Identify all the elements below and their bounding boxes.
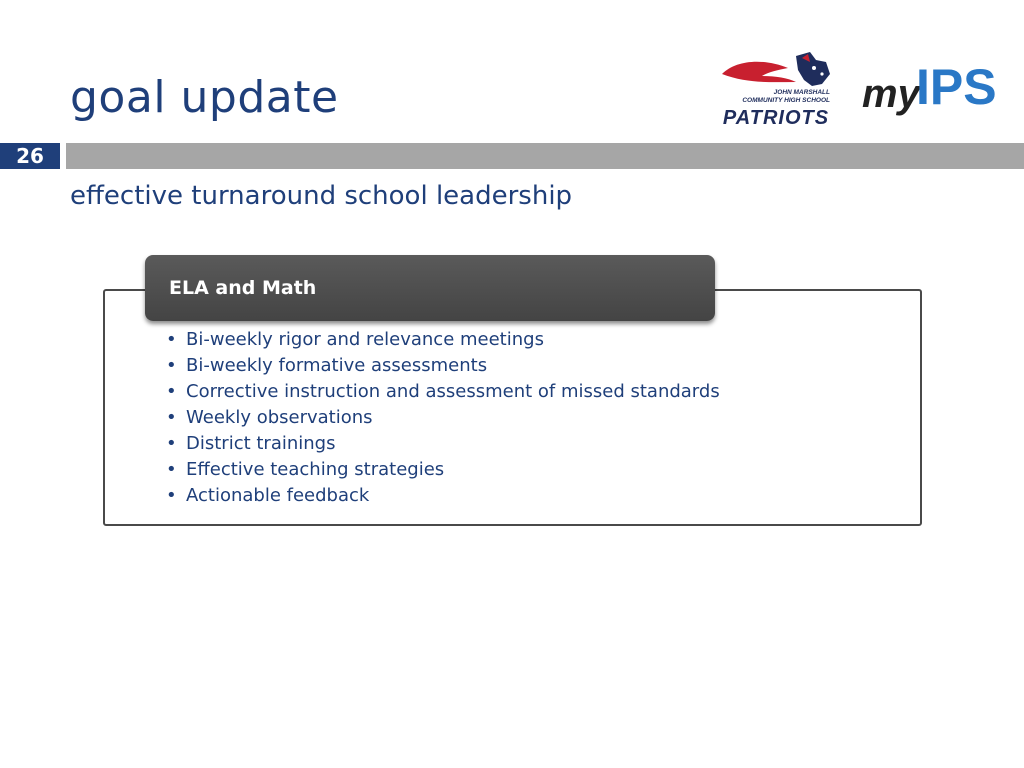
bullet-list: [166, 327, 720, 509]
bullet-item: [166, 431, 720, 457]
bullet-icon: •: [166, 485, 177, 506]
myips-logo: [860, 52, 1005, 127]
patriots-logo: [718, 50, 833, 130]
section-header: ELA and Math: [145, 255, 715, 321]
bullet-text: Actionable feedback: [186, 485, 370, 506]
bullet-text: Bi-weekly formative assessments: [186, 355, 488, 376]
myips-prefix: my: [862, 72, 920, 116]
patriots-line3: PATRIOTS: [722, 107, 830, 129]
bullet-text: Weekly observations: [186, 407, 373, 428]
slide-title: goal update: [70, 72, 339, 123]
myips-suffix: IPS: [916, 59, 997, 115]
bullet-icon: •: [166, 355, 177, 376]
patriots-star: [812, 66, 816, 70]
patriots-line2: COMMUNITY HIGH SCHOOL: [742, 97, 830, 104]
bullet-text: Bi-weekly rigor and relevance meetings: [186, 329, 544, 350]
patriots-flag-swoosh: [722, 62, 796, 82]
bullet-icon: •: [166, 381, 177, 402]
bullet-text: District trainings: [186, 433, 336, 454]
bullet-icon: •: [166, 329, 177, 350]
slide-number: 26: [0, 143, 60, 169]
bullet-item: [166, 327, 720, 353]
patriots-line1: JOHN MARSHALL: [773, 89, 830, 96]
bullet-icon: •: [166, 433, 177, 454]
slide-subtitle: effective turnaround school leadership: [70, 181, 573, 211]
bullet-item: [166, 405, 720, 431]
bullet-item: [166, 457, 720, 483]
bullet-item: [166, 379, 720, 405]
bullet-item: [166, 483, 720, 509]
header-divider-bar: [66, 143, 1024, 169]
bullet-item: [166, 353, 720, 379]
bullet-icon: •: [166, 407, 177, 428]
bullet-text: Corrective instruction and assessment of missed standards: [186, 381, 720, 402]
bullet-text: Effective teaching strategies: [186, 459, 445, 480]
bullet-icon: •: [166, 459, 177, 480]
patriots-star: [820, 72, 823, 75]
